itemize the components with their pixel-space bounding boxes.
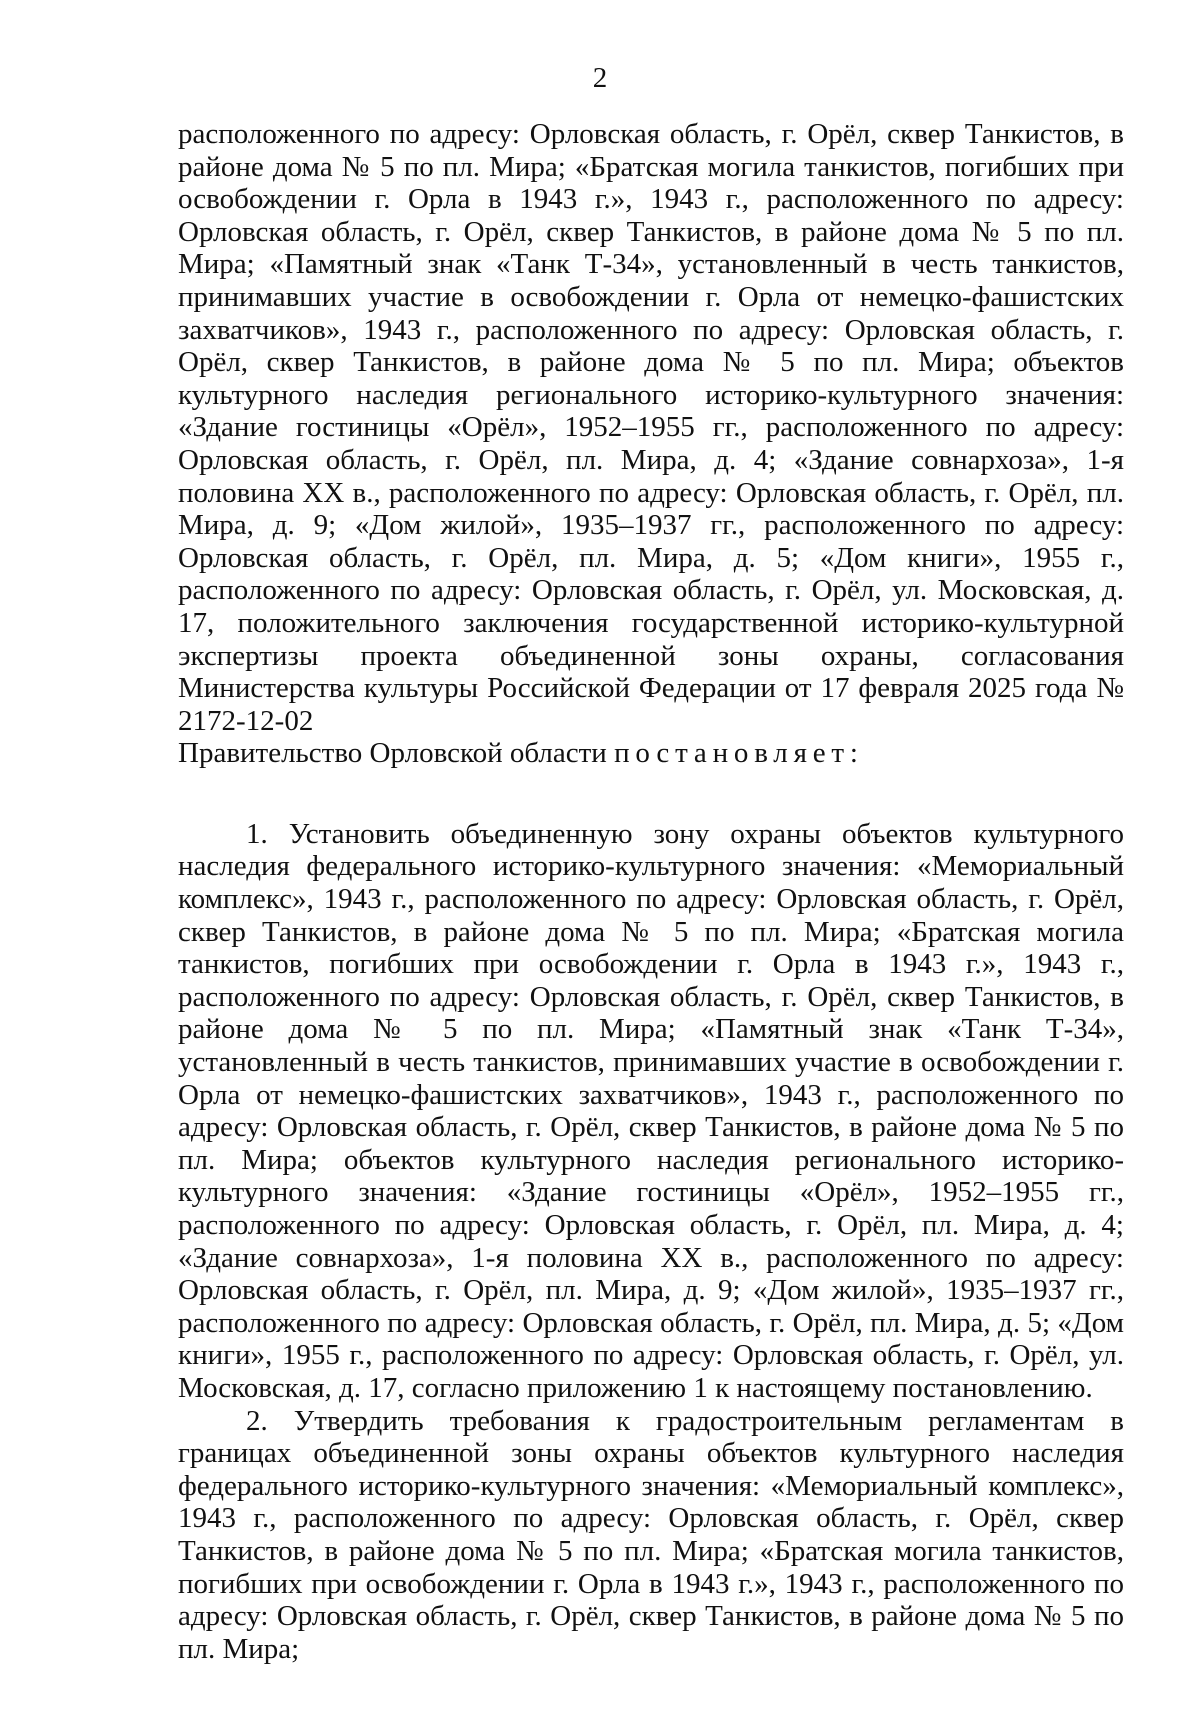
resolution-verb: постановляет: [614, 737, 850, 770]
resolution-subject: Правительство Орловской области: [178, 737, 607, 770]
list-item-1: 1. Установить объединенную зону охраны объектов культурного наследия федерального историко-культурного значения: «Мемориальный комплекс», 1943 г., расположенного по адресу: Орловская область, г. Орёл, сквер Танкистов, в районе дома № 5 по пл. Мира; «Братская могила танкистов, погибших при освобождении г. Орла в 1943 г.», 1943 г., расположенного по адресу: Орловская область, г. Орёл, сквер Танкистов, в районе дома № 5 по пл. Мира; «Памятный знак «Танк Т-34», установленный в честь танкистов, принимавших участие в освобождении г. Орла от немецко-фашистских захватчиков», 1943 г., расположенного по адресу: Орловская область, г. Орёл, сквер Танкистов, в районе дома № 5 по пл. Мира; объектов культурного наследия регионального историко-культурного значения: «Здание гостиницы «Орёл», 1952–1955 гг., расположенного по адресу: Орловская область, г. Орёл, пл. Мира, д. 4; «Здание совнархоза», 1-я половина XX в., расположенного по адресу: Орловская область, г. Орёл, пл. Мира, д. 9; «Дом жилой», 1935–1937 гг., расположенного по адресу: Орловская область, г. Орёл, пл. Мира, д. 5; «Дом книги», 1955 г., расположенного по адресу: Орловская область, г. Орёл, ул. Московская, д. 17, согласно приложению 1 к настоящему постановлению.: [178, 817, 1124, 1404]
preamble-paragraph: [178, 118, 1124, 770]
document-body: [178, 118, 1124, 1665]
paragraph-spacer: [178, 770, 1124, 818]
page-number: 2: [592, 62, 608, 94]
list-item-2: 2. Утвердить требования к градостроительным регламентам в границах объединенной зоны охраны объектов культурного наследия федерального историко-культурного значения: «Мемориальный комплекс», 1943 г., расположенного по адресу: Орловская область, г. Орёл, сквер Танкистов, в районе дома № 5 по пл. Мира; «Братская могила танкистов, погибших при освобождении г. Орла в 1943 г.», 1943 г., расположенного по адресу: Орловская область, г. Орёл, сквер Танкистов, в районе дома № 5 по пл. Мира;: [178, 1404, 1124, 1665]
resolution-colon: :: [849, 737, 864, 770]
preamble-text: расположенного по адресу: Орловская область, г. Орёл, сквер Танкистов, в районе дома № 5 по пл. Мира; «Братская могила танкистов, погибших при освобождении г. Орла в 1943 г.», 1943 г., расположенного по адресу: Орловская область, г. Орёл, сквер Танкистов, в районе дома № 5 по пл. Мира; «Памятный знак «Танк Т-34», установленный в честь танкистов, принимавших участие в освобождении г. Орла от немецко-фашистских захватчиков», 1943 г., расположенного по адресу: Орловская область, г. Орёл, сквер Танкистов, в районе дома № 5 по пл. Мира; объектов культурного наследия регионального историко-культурного значения: «Здание гостиницы «Орёл», 1952–1955 гг., расположенного по адресу: Орловская область, г. Орёл, пл. Мира, д. 4; «Здание совнархоза», 1-я половина XX в., расположенного по адресу: Орловская область, г. Орёл, пл. Мира, д. 9; «Дом жилой», 1935–1937 гг., расположенного по адресу: Орловская область, г. Орёл, пл. Мира, д. 5; «Дом книги», 1955 г., расположенного по адресу: Орловская область, г. Орёл, ул. Московская, д. 17, положительного заключения государственной историко-культурной экспертизы проекта объединенной зоны охраны, согласования Министерства культуры Российской Федерации от 17 февраля 2025 года № 2172-12-02: [178, 118, 1124, 737]
